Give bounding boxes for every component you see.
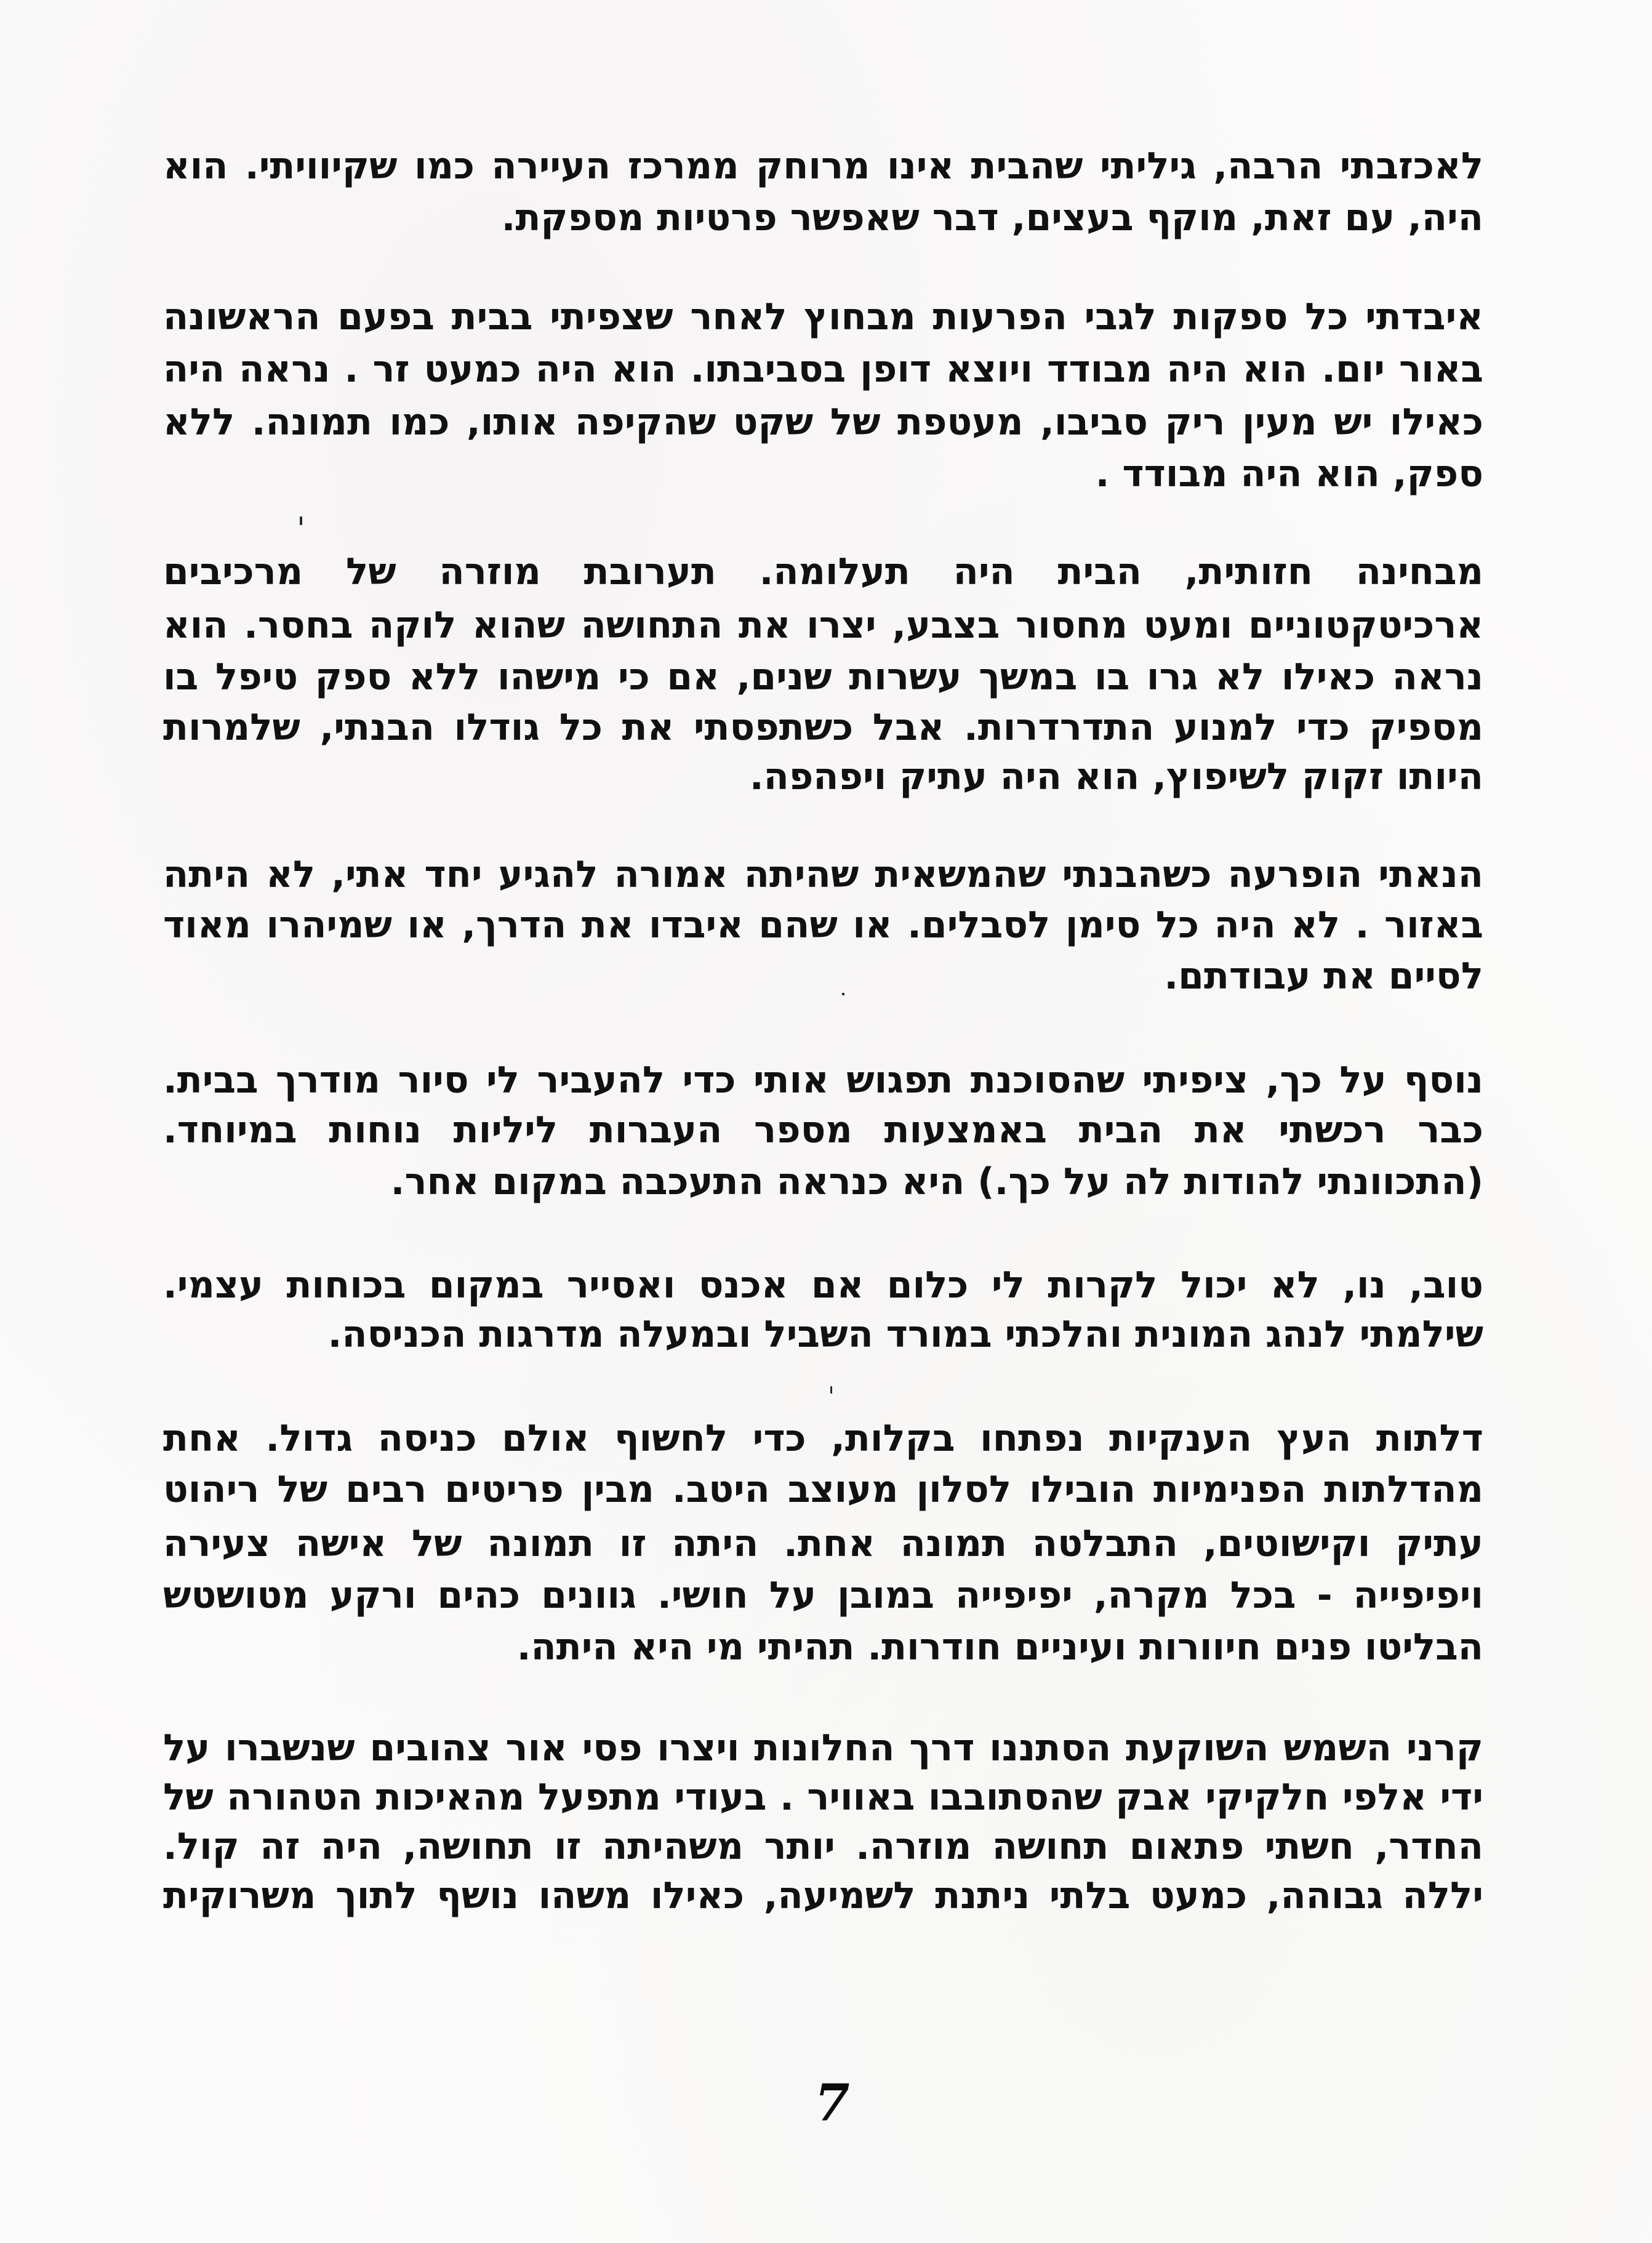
- text-line: ויפיפייה - בכל מקרה, יפיפייה במובן על חושי. גוונים כהים ורקע מטושטש: [163, 1574, 1483, 1617]
- text-line: איבדתי כל ספקות לגבי הפרעות מבחוץ לאחר שצפיתי בבית בפעם הראשונה: [163, 295, 1483, 339]
- text-line: באזור . לא היה כל סימן לסבלים. או שהם איבדו את הדרך, או שמיהרו מאוד: [163, 904, 1483, 947]
- text-line: היה, עם זאת, מוקף בעצים, דבר שאפשר פרטיות מספקת.: [501, 196, 1483, 239]
- text-line: דלתות העץ הענקיות נפתחו בקלות, כדי לחשוף אולם כניסה גדול. אחת: [163, 1417, 1483, 1460]
- text-line: נראה כאילו לא גרו בו במשך עשרות שנים, אם כי מישהו ללא ספק טיפל בו: [163, 656, 1483, 699]
- text-line: עתיק וקישוטים, התבלטה תמונה אחת. היתה זו תמונה של אישה צעירה: [163, 1522, 1483, 1565]
- text-line: לסיים את עבודתם.: [1164, 955, 1483, 998]
- text-line: טוב, נו, לא יכול לקרות לי כלום אם אכנס ואסייר במקום בכוחות עצמי.: [163, 1264, 1483, 1307]
- text-line: ידי אלפי חלקיקי אבק שהסתובבו באוויר . בעודי מתפעל מהאיכות הטהורה של: [163, 1776, 1483, 1819]
- scan-speck: [842, 993, 844, 995]
- text-line: קרני השמש השוקעת הסתננו דרך החלונות ויצרו פסי אור צהובים שנשברו על: [163, 1727, 1483, 1770]
- scan-speck: [300, 516, 302, 525]
- text-line: יללה גבוהה, כמעט בלתי ניתנת לשמיעה, כאילו משהו נושף לתוך משרוקית: [163, 1874, 1483, 1917]
- text-line: מהדלתות הפנימיות הובילו לסלון מעוצב היטב. מבין פריטים רבים של ריהוט: [163, 1468, 1483, 1511]
- text-line: שילמתי לנהג המונית והלכתי במורד השביל ובמעלה מדרגות הכניסה.: [327, 1313, 1483, 1356]
- text-line: נוסף על כך, ציפיתי שהסוכנת תפגוש אותי כדי להעביר לי סיור מודרך בבית.: [163, 1059, 1483, 1102]
- text-line: החדר, חשתי פתאום תחושה מוזרה. יותר משהיתה זו תחושה, היה זה קול.: [163, 1825, 1483, 1868]
- scan-speck: [830, 1386, 832, 1394]
- text-line: לאכזבתי הרבה, גיליתי שהבית אינו מרוחק ממרכז העיירה כמו שקיוויתי. הוא: [163, 145, 1483, 188]
- text-line: מספיק כדי למנוע התדרדרות. אבל כשתפסתי את כל גודלו הבנתי, שלמרות: [163, 706, 1483, 749]
- text-line: מבחינה חזותית, הבית היה תעלומה. תערובת מוזרה של מרכיבים: [163, 550, 1483, 593]
- text-line: ספק, הוא היה מבודד .: [1095, 452, 1483, 496]
- text-line: כאילו יש מעין ריק סביבו, מעטפת של שקט שהקיפה אותו, כמו תמונה. ללא: [163, 401, 1483, 444]
- text-line: ארכיטקטוניים ומעט מחסור בצבע, יצרו את התחושה שהוא לוקה בחסר. הוא: [163, 604, 1483, 647]
- text-line: באור יום. הוא היה מבודד ויוצא דופן בסביבתו. הוא היה כמעט זר . נראה היה: [163, 348, 1483, 391]
- text-line: היותו זקוק לשיפוץ, הוא היה עתיק ויפהפה.: [749, 755, 1483, 798]
- text-line: הבליטו פנים חיוורות ועיניים חודרות. תהיתי מי היא היתה.: [516, 1626, 1483, 1669]
- page-number: 7: [814, 2074, 850, 2133]
- text-line: כבר רכשתי את הבית באמצעות מספר העברות ליליות נוחות במיוחד.: [163, 1109, 1483, 1152]
- text-line: הנאתי הופרעה כשהבנתי שהמשאית שהיתה אמורה להגיע יחד אתי, לא היתה: [163, 853, 1483, 896]
- text-line: (התכוונתי להודות לה על כך.) היא כנראה התעכבה במקום אחר.: [390, 1160, 1483, 1203]
